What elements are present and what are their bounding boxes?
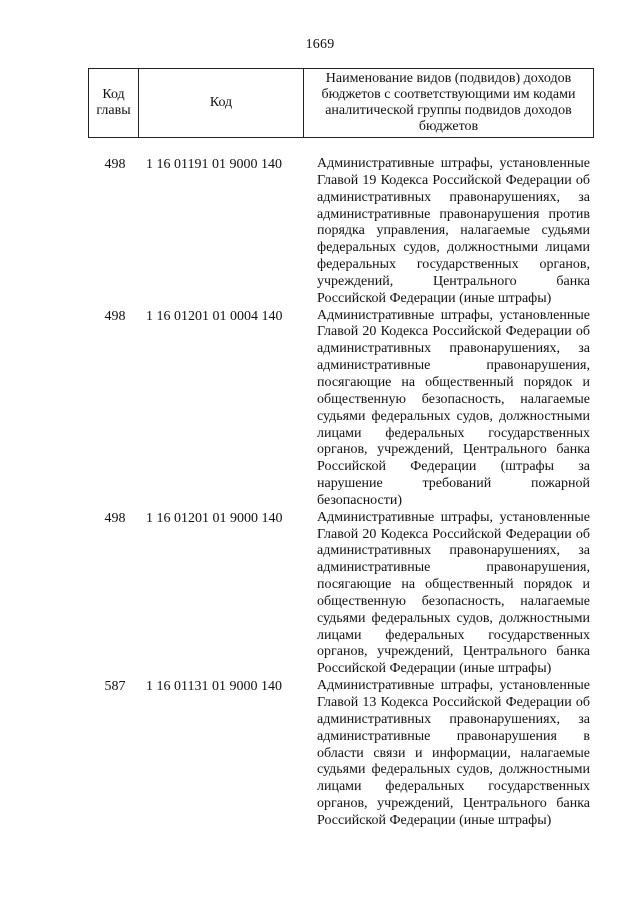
header-row xyxy=(89,69,594,138)
chapter-code: 498 xyxy=(104,308,126,324)
table-row xyxy=(88,510,598,678)
chapter-code: 498 xyxy=(104,510,126,526)
header-code: Код xyxy=(139,69,304,138)
chapter-code: 587 xyxy=(104,679,126,695)
table-row xyxy=(88,156,598,308)
table-row xyxy=(88,678,598,830)
table-body xyxy=(88,156,598,830)
income-code: 1 16 01191 01 9000 140 xyxy=(146,157,282,172)
income-name: Административные штрафы, установленные Главой 20 Кодекса Российской Федерации об административных правонарушениях, за административные правонарушения, посягающие на общественный порядок и общественную безопасность, налагаемые судьями федеральных судов, должностными лицами федеральных государственных органов, учреждений, Центрального банка Российской Федерации (иные штрафы) xyxy=(317,509,590,677)
income-code: 1 16 01131 01 9000 140 xyxy=(146,679,282,695)
income-name: Административные штрафы, установленные Главой 13 Кодекса Российской Федерации об административных правонарушениях, за административные правонарушения в области связи и информации, налагаемые судьями федеральных судов, должностными лицами федеральных государственных органов, учреждений, Центрального банка Российской Федерации (иные штрафы) xyxy=(317,678,590,828)
table-header xyxy=(88,68,594,138)
chapter-code: 498 xyxy=(104,157,126,172)
income-code: 1 16 01201 01 9000 140 xyxy=(146,510,283,526)
income-name: Административные штрафы, установленные Главой 20 Кодекса Российской Федерации об административных правонарушениях, за административные правонарушения, посягающие на общественный порядок и общественную безопасность, налагаемые судьями федеральных судов, должностными лицами федеральных государственных органов, учреждений, Центрального банка Российской Федерации (штрафы за нарушение требований пожарной безопасности) xyxy=(317,307,590,508)
income-name: Административные штрафы, установленные Главой 19 Кодекса Российской Федерации об административных правонарушениях, за административные правонарушения против порядка управления, налагаемые судьями федеральных судов, должностными лицами федеральных государственных органов, учреждений, Центрального банка Российской Федерации (иные штрафы) xyxy=(317,156,590,306)
table-row xyxy=(88,308,598,510)
header-name: Наименование видов (подвидов) доходов бюджетов с соответствующими им кодами аналитической группы подвидов доходов бюджетов xyxy=(304,69,594,138)
income-code: 1 16 01201 01 0004 140 xyxy=(146,308,283,324)
page-number: 1669 xyxy=(305,37,335,52)
header-chapter-code: Код главы xyxy=(89,69,139,138)
